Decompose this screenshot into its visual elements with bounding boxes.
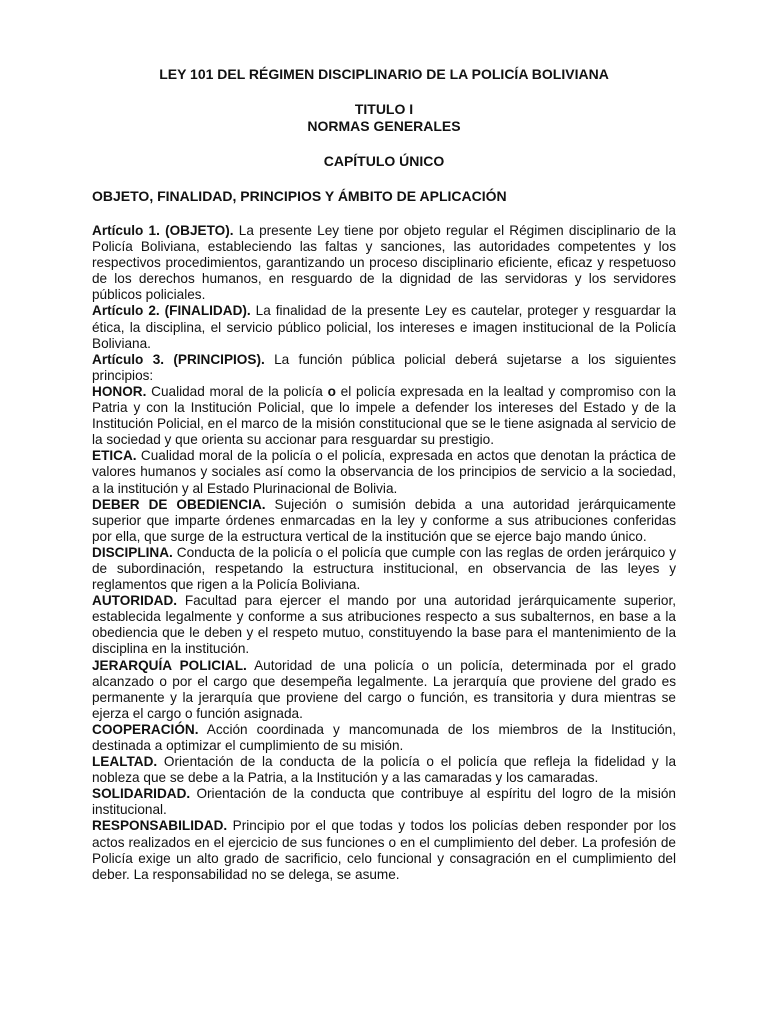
- titulo-name-heading: NORMAS GENERALES: [307, 118, 461, 134]
- principle-honor-bold-o: o: [327, 383, 336, 399]
- principle-jerarquia-policial: [92, 658, 676, 722]
- article-1-text: La presente Ley tiene por objeto regular el Régimen disciplinario de la Policía Boliviana, estableciendo las faltas y sanciones, las autoridades competentes y los respectivos procedimientos, garantizando un proceso disciplinario eficiente, eficaz y respetuoso de los derechos humanos, en resguardo de la dignidad de las servidoras y los servidores públicos policiales.: [92, 223, 676, 303]
- principle-lealtad: [92, 754, 676, 786]
- article-3-term: Artículo 3. (PRINCIPIOS).: [92, 351, 265, 367]
- section-title: OBJETO, FINALIDAD, PRINCIPIOS Y ÁMBITO DE APLICACIÓN: [92, 188, 507, 204]
- principle-etica: [92, 448, 676, 496]
- principle-responsabilidad-term: RESPONSABILIDAD.: [92, 818, 228, 834]
- article-2: [92, 303, 676, 351]
- principle-deber-de-obediencia-term: DEBER DE OBEDIENCIA.: [92, 496, 266, 512]
- law-title: LEY 101 DEL RÉGIMEN DISCIPLINARIO DE LA POLICÍA BOLIVIANA: [159, 66, 609, 82]
- principle-honor-term: HONOR.: [92, 383, 147, 399]
- principle-cooperacion: [92, 722, 676, 754]
- principle-lealtad-term: LEALTAD.: [92, 754, 158, 770]
- principle-etica-text: Cualidad moral de la policía o el policía, expresada en actos que denotan la práctica de valores humanos y sociales así como la observancia de los principios de servicio a la sociedad, a la institución y al Estado Plurinacional de Bolivia.: [92, 448, 676, 496]
- principle-honor: [92, 384, 676, 448]
- article-2-term: Artículo 2. (FINALIDAD).: [92, 303, 251, 319]
- principle-autoridad-term: AUTORIDAD.: [92, 593, 178, 609]
- principle-disciplina-term: DISCIPLINA.: [92, 544, 173, 560]
- principle-autoridad-text: Facultad para ejercer el mando por una autoridad jerárquicamente superior, establecida legalmente y conforme a sus atribuciones respecto a sus subalternos, en base a la obediencia que le deben y el respeto mutuo, constituyendo la base para el mantenimiento de la disciplina en la institución.: [92, 593, 676, 657]
- principle-cooperacion-text: Acción coordinada y mancomunada de los miembros de la Institución, destinada a optimizar el cumplimiento de su misión.: [92, 721, 676, 753]
- article-1: [92, 223, 676, 303]
- principle-solidaridad: [92, 786, 676, 818]
- titulo-heading: TITULO I: [354, 101, 414, 117]
- principle-honor-text-a: Cualidad moral de la policía: [146, 383, 328, 399]
- article-1-term: Artículo 1. (OBJETO).: [92, 223, 234, 238]
- principle-autoridad: [92, 593, 676, 657]
- principle-cooperacion-term: COOPERACIÓN.: [92, 721, 199, 737]
- principle-deber-de-obediencia-text: Sujeción o sumisión debida a una autoridad jerárquicamente superior que imparte órdenes enmarcadas en la ley y conforme a sus atribuciones conferidas por ella, que surge de la estructura vertical de la institución que se ejerce bajo mando único.: [92, 496, 676, 544]
- principle-disciplina: [92, 545, 676, 593]
- principle-solidaridad-term: SOLIDARIDAD.: [92, 786, 191, 802]
- principle-disciplina-text: Conducta de la policía o el policía que cumple con las reglas de orden jerárquico y de subordinación, respetando la estructura institucional, en observancia de las leyes y reglamentos que rigen a la Policía Boliviana.: [92, 544, 676, 593]
- principle-lealtad-text: Orientación de la conducta de la policía o el policía que refleja la fidelidad y la nobleza que se debe a la Patria, a la Institución y a las camaradas y los camaradas.: [92, 754, 676, 786]
- principle-honor-text-b: el policía expresada en la lealtad y compromiso con la Patria y con la Institución Policial, que lo impele a defender los intereses del Estado y de la Institución Policial, en el marco de la misión constitucional que se le tiene asignada al servicio de la sociedad y que orienta su accionar para resguardar su prestigio.: [92, 383, 676, 448]
- principle-deber-de-obediencia: [92, 497, 676, 545]
- article-2-text: La finalidad de la presente Ley es cautelar, proteger y resguardar la ética, la disciplina, el servicio público policial, los intereses e imagen institucional de la Policía Boliviana.: [92, 303, 677, 351]
- capitulo-heading: CAPÍTULO ÚNICO: [323, 153, 445, 169]
- article-3-text: La función pública policial deberá sujetarse a los siguientes principios:: [92, 351, 676, 383]
- principle-responsabilidad: [92, 818, 676, 882]
- principle-solidaridad-text: Orientación de la conducta que contribuye al espíritu del logro de la misión institucional.: [92, 786, 676, 818]
- principle-jerarquia-policial-term: JERARQUÍA POLICIAL.: [92, 657, 247, 673]
- principle-responsabilidad-text: Principio por el que todas y todos los policías deben responder por los actos realizados en el ejercicio de sus funciones o en el cumplimiento del deber. La profesión de Policía exige un alto grado de sacrificio, celo funcional y consagración en el cumplimiento del deber. La responsabilidad no se delega, se asume.: [92, 818, 676, 882]
- article-3: [92, 352, 676, 384]
- principle-etica-term: ETICA.: [92, 448, 137, 464]
- principle-jerarquia-policial-text: Autoridad de una policía o un policía, determinada por el grado alcanzado o por el cargo que desempeña legalmente. La jerarquía que proviene del grado es permanente y la jerarquía que proviene del cargo o función, es transitoria y dura mientras se ejerza el cargo o función asignada.: [92, 657, 677, 721]
